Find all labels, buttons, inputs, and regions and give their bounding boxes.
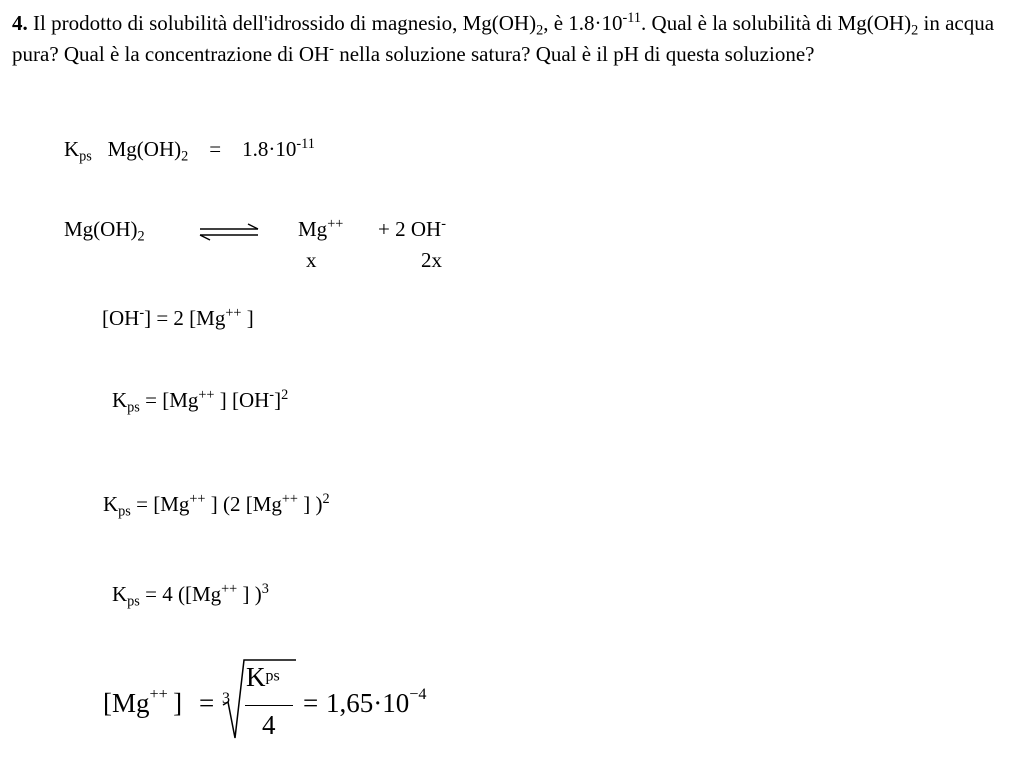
- kps-expression-2: $K_{ps} = [Mg^{++}$ ] (2 [Mg++ ] )$^2$: [103, 491, 330, 520]
- root-index: 3: [222, 690, 230, 707]
- fraction-numerator: $K^{ps}$: [246, 662, 280, 692]
- final-mg-term: [Mg++ ]: [103, 685, 183, 718]
- equilibrium-arrow-icon: [198, 222, 260, 242]
- concentration-relation: [OH-] = 2 [Mg++ ]: [102, 305, 254, 330]
- fraction-denominator: 4: [262, 710, 276, 740]
- reaction-product-mg: Mg++: [298, 216, 344, 241]
- kps-definition: $K_{ps}$ $Mg(OH)_2$ = $1.8\cdot 10^{-11}$: [64, 136, 315, 165]
- final-result: $1,65\cdot 10^{-4}$: [326, 685, 427, 718]
- final-equals-2: =: [303, 688, 319, 718]
- fraction-bar: [245, 705, 293, 706]
- reaction-x: x: [306, 248, 317, 272]
- reaction-2x: 2x: [421, 248, 442, 272]
- final-equals-1: =: [199, 688, 215, 718]
- reaction-reactant: $Mg(OH)_2$: [64, 217, 145, 245]
- reaction-product-oh: + 2 OH-: [378, 216, 446, 241]
- problem-number: 4.: [12, 11, 28, 35]
- kps-expression-1: $K_{ps} = [Mg^{++}$ ] $[OH^-]^2$: [112, 387, 289, 416]
- problem-statement: 4. Il prodotto di solubilità dell'idrossido di magnesio, $Mg(OH)_2$, è $1.8\cdot 10^{-11}$. Qual è la solubilità di $Mg(OH)_2$ in acqua pura? Qual è la concentrazione di OH- nella soluzione satura? Qual è il pH di questa soluzione?: [12, 10, 995, 66]
- kps-expression-3: $K_{ps} = 4$ ([Mg++ ] )$^3$: [112, 581, 269, 610]
